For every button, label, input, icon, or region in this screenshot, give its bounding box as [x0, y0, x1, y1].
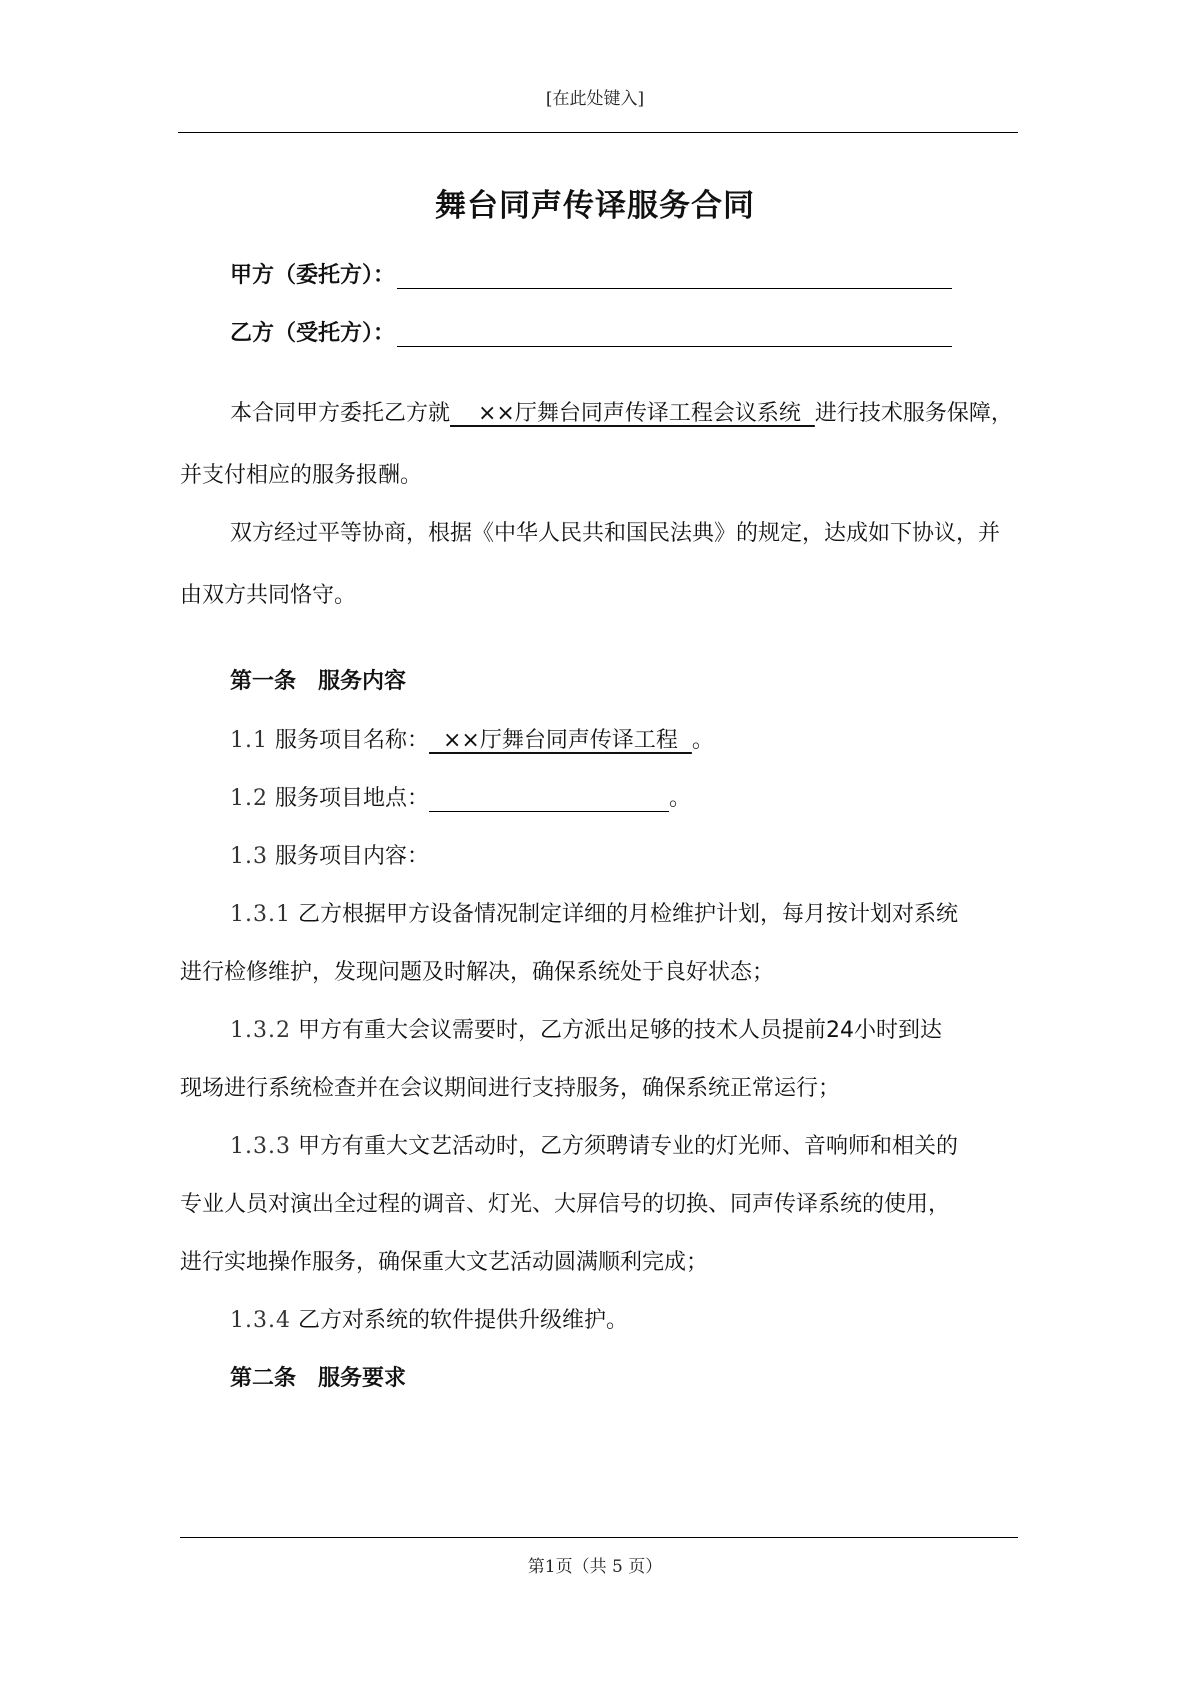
item-1-3-4-number: 1.3.4 [230, 1308, 291, 1333]
item-1-3 [230, 839, 429, 870]
item-1-1-number: 1.1 [230, 728, 268, 753]
item-1-2-label: 服务项目地点： [275, 786, 430, 811]
item-1-3-3-text-1: 甲方有重大文艺活动时，乙方须聘请专业的灯光师、音响师和相关的 [297, 1134, 958, 1159]
item-1-3-2-text-1: 甲方有重大会议需要时，乙方派出足够的技术人员提前24小时到达 [297, 1018, 942, 1043]
footer-divider [180, 1537, 1018, 1538]
intro-p1-prefix: 本合同甲方委托乙方就 [230, 401, 451, 426]
item-1-3-1-text-1: 乙方根据甲方设备情况制定详细的月检维护计划，每月按计划对系统 [297, 902, 958, 927]
intro-project-name: ××厅舞台同声传译工程会议系统 [450, 401, 815, 426]
item-1-2-end: 。 [669, 786, 692, 811]
item-1-1-label: 服务项目名称： [275, 728, 430, 753]
intro-paragraph-2 [180, 503, 1020, 627]
party-b-row [230, 316, 952, 347]
item-1-3-1-number: 1.3.1 [230, 902, 291, 927]
page-header[interactable]: [在此处键入] [545, 89, 645, 109]
intro-p2-text: 双方经过平等协商，根据《中华人民共和国民法典》的规定，达成如下协议，并由双方共同恪守。 [180, 521, 1001, 608]
article-1-heading: 第一条 服务内容 [230, 669, 407, 694]
item-1-2-blank[interactable] [429, 789, 669, 812]
item-1-3-3-number: 1.3.3 [230, 1134, 291, 1159]
item-1-1 [230, 723, 714, 754]
party-b-blank[interactable] [397, 324, 952, 347]
item-1-3-1-line-1 [230, 897, 958, 928]
party-a-label: 甲方（委托方）： [230, 263, 396, 288]
party-a-blank[interactable] [397, 266, 952, 289]
item-1-3-3-line-2: 专业人员对演出全过程的调音、灯光、大屏信号的切换、同声传译系统的使用， [180, 1192, 951, 1217]
item-1-1-end: 。 [691, 728, 714, 753]
item-1-3-label: 服务项目内容： [275, 844, 430, 869]
header-divider [178, 132, 1018, 133]
item-1-3-2-number: 1.3.2 [230, 1018, 291, 1043]
item-1-2-number: 1.2 [230, 786, 268, 811]
item-1-3-number: 1.3 [230, 844, 268, 869]
item-1-3-2-line-1 [230, 1013, 942, 1044]
party-a-row [230, 258, 952, 289]
item-1-3-4-text: 乙方对系统的软件提供升级维护。 [297, 1308, 628, 1333]
item-1-3-2-line-2: 现场进行系统检查并在会议期间进行支持服务，确保系统正常运行； [180, 1076, 841, 1101]
article-2-heading: 第二条 服务要求 [230, 1366, 407, 1391]
item-1-3-1-line-2: 进行检修维护，发现问题及时解决，确保系统处于良好状态； [180, 960, 775, 985]
item-1-1-value: ××厅舞台同声传译工程 [429, 728, 692, 753]
intro-p1-suffix: 进行技术服务保障，并支付相应的服务报酬。 [180, 401, 1013, 488]
intro-paragraph-1 [180, 383, 1020, 507]
document-title: 舞台同声传译服务合同 [435, 188, 755, 224]
party-b-label: 乙方（受托方）： [230, 321, 396, 346]
page-footer: 第1页（共 5 页） [527, 1557, 663, 1577]
item-1-2 [230, 781, 691, 812]
item-1-3-3-line-1 [230, 1129, 958, 1160]
item-1-3-4 [230, 1303, 628, 1334]
item-1-3-3-line-3: 进行实地操作服务，确保重大文艺活动圆满顺利完成； [180, 1250, 709, 1275]
